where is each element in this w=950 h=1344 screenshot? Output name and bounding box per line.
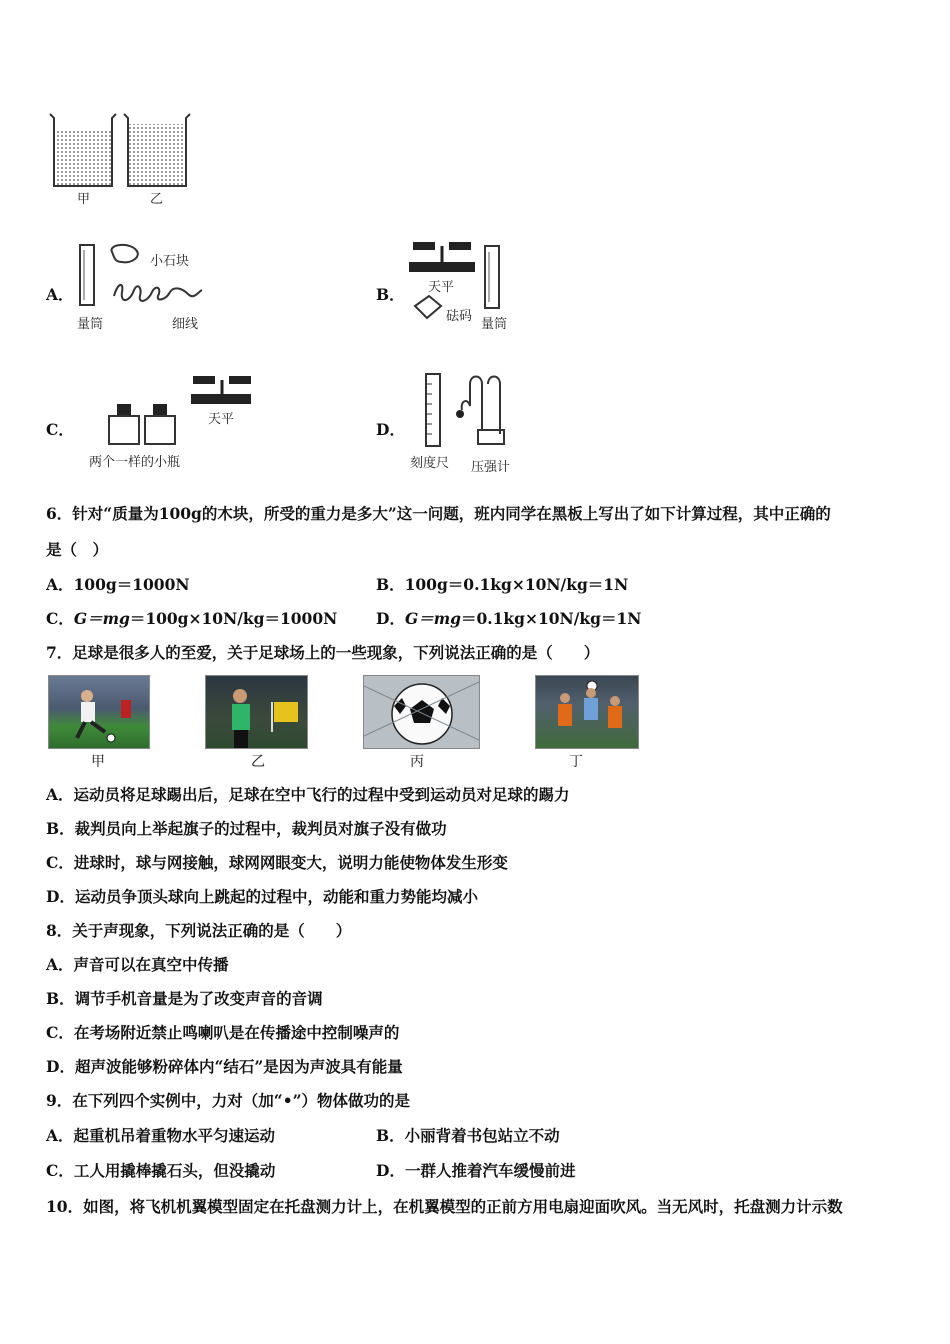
- q7-caption-ding: 丁: [569, 754, 583, 770]
- q5-option-a-figure: [78, 242, 218, 312]
- q6-stem-line2: 是（ ）: [46, 540, 109, 559]
- q10-stem: 10．如图，将飞机机翼模型固定在托盘测力计上，在机翼模型的正前方用电扇迎面吹风。当无风时，托盘测力计示数: [46, 1197, 843, 1216]
- q7-caption-yi: 乙: [251, 754, 265, 770]
- q8-option-a: A．声音可以在真空中传播: [46, 955, 229, 974]
- beaker-right-label: 乙: [150, 192, 164, 207]
- q7-caption-jia: 甲: [91, 754, 105, 770]
- q5-option-a-thread-label: 细线: [172, 317, 199, 332]
- q8-option-d: D．超声波能够粉碎体内“结石”是因为声波具有能量: [46, 1057, 403, 1076]
- q5-option-a-letter: A．: [46, 285, 74, 304]
- q7-option-d: D．运动员争顶头球向上跳起的过程中，动能和重力势能均减小: [46, 887, 478, 906]
- q5-option-d-ruler-label: 刻度尺: [410, 456, 450, 471]
- q6-option-d: [376, 609, 641, 629]
- q5-option-d-gauge-label: 压强计: [471, 460, 511, 475]
- q9-option-c: C．工人用撬棒撬石头，但没撬动: [46, 1161, 276, 1180]
- q7-caption-bing: 丙: [410, 754, 424, 770]
- beaker-left: [50, 114, 116, 186]
- q6-option-d-formula: G＝mg: [404, 609, 461, 628]
- q8-option-b: B．调节手机音量是为了改变声音的音调: [46, 989, 323, 1008]
- q5-option-c-letter: C．: [46, 420, 74, 439]
- q7-photo-jia: [48, 675, 150, 749]
- q5-option-b-letter: B．: [376, 285, 405, 304]
- q5-option-d-figure: [420, 370, 510, 450]
- q9-option-b: B．小丽背着书包站立不动: [376, 1126, 560, 1145]
- q8-option-c: C．在考场附近禁止鸣喇叭是在传播途中控制噪声的: [46, 1023, 400, 1042]
- q5-option-a-cylinder-label: 量筒: [77, 317, 104, 332]
- q5-option-b-weights-label: 砝码: [446, 309, 473, 324]
- q6-option-d-prefix: D．: [376, 609, 405, 628]
- q5-option-d-letter: D．: [376, 420, 405, 439]
- q7-option-a: A．运动员将足球踢出后，足球在空中飞行的过程中受到运动员对足球的踢力: [46, 785, 570, 804]
- q6-option-d-rest: ＝0.1kg×10N/kg＝1N: [460, 609, 642, 628]
- q7-option-b: B．裁判员向上举起旗子的过程中，裁判员对旗子没有做功: [46, 819, 447, 838]
- q7-photo-ding: [535, 675, 639, 749]
- q9-option-d: D．一群人推着汽车缓慢前进: [376, 1161, 576, 1180]
- q6-stem-line1: 6．针对“质量为100g的木块，所受的重力是多大”这一问题，班内同学在黑板上写出了如下计算过程，其中正确的: [46, 504, 831, 523]
- q5-option-b-cylinder-label: 量筒: [481, 317, 508, 332]
- q6-option-c-rest: ＝100g×10N/kg＝1000N: [129, 609, 338, 628]
- q7-photo-yi: [205, 675, 308, 749]
- q5-option-b-balance-label: 天平: [428, 280, 455, 295]
- q6-option-c: [46, 609, 337, 629]
- q9-stem: 9．在下列四个实例中，力对（加“•”）物体做功的是: [46, 1091, 411, 1110]
- beaker-left-label: 甲: [77, 192, 91, 207]
- beaker-right: [124, 114, 190, 186]
- q6-option-b: B．100g＝0.1kg×10N/kg＝1N: [376, 575, 629, 594]
- q7-option-c: C．进球时，球与网接触，球网网眼变大，说明力能使物体发生形变: [46, 853, 508, 872]
- q8-stem: 8．关于声现象，下列说法正确的是（ ）: [46, 921, 352, 940]
- q6-option-c-prefix: C．: [46, 609, 74, 628]
- beakers-figure: [44, 110, 204, 210]
- q6-option-a: A．100g＝1000N: [46, 575, 190, 594]
- q5-option-c-bottles-label: 两个一样的小瓶: [89, 455, 181, 470]
- q5-option-c-balance-label: 天平: [208, 412, 235, 427]
- q7-photo-bing: [363, 675, 480, 749]
- q7-stem: 7．足球是很多人的至爱，关于足球场上的一些现象，下列说法正确的是（ ）: [46, 643, 600, 662]
- q5-option-a-stone-label: 小石块: [150, 254, 190, 269]
- q9-option-a: A．起重机吊着重物水平匀速运动: [46, 1126, 276, 1145]
- q6-option-c-formula: G＝mg: [73, 609, 130, 628]
